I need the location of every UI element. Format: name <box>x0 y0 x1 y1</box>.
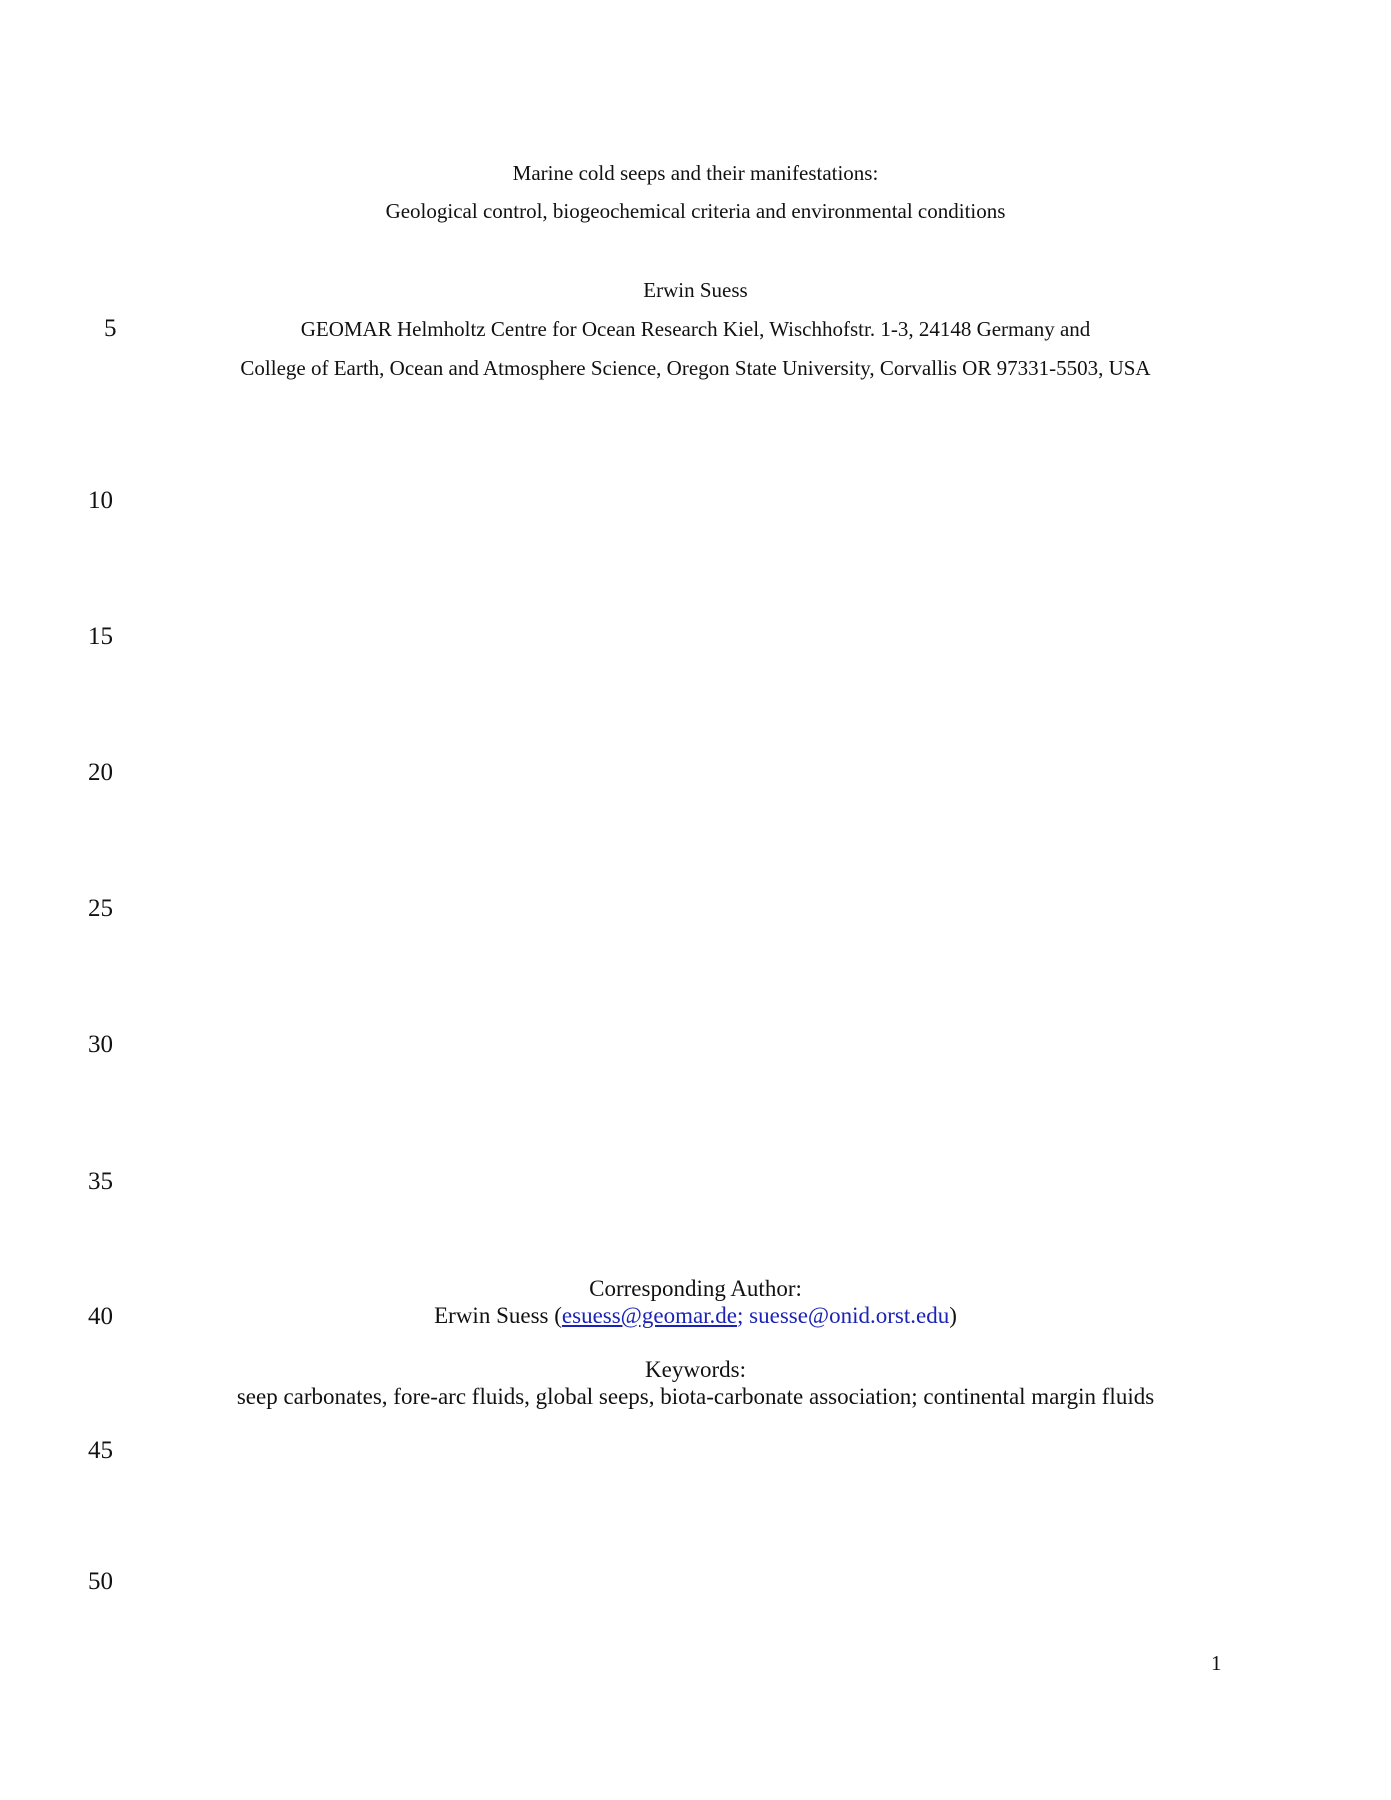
keywords-heading: Keywords: <box>645 1357 746 1382</box>
corresponding-author-line <box>0 1303 1391 1329</box>
line-number-20: 20 <box>88 759 113 786</box>
email-link-geomar[interactable]: esuess@geomar.de <box>561 1303 738 1328</box>
line-number-15: 15 <box>88 623 113 650</box>
line-number-5: 5 <box>104 315 117 342</box>
paper-title-line-2: Geological control, biogeochemical criteria and environmental conditions <box>385 199 1006 223</box>
line-number-45: 45 <box>88 1437 113 1464</box>
corresponding-author-heading: Corresponding Author: <box>589 1276 802 1301</box>
email-separator: ; <box>737 1303 744 1328</box>
author-affiliation-1: GEOMAR Helmholtz Centre for Ocean Research Kiel, Wischhofstr. 1-3, 24148 Germany and <box>300 317 1091 341</box>
email-onid[interactable]: suesse@onid.orst.edu <box>749 1303 950 1328</box>
corresponding-author-name: Erwin Suess <box>434 1303 549 1328</box>
line-number-50: 50 <box>88 1568 113 1595</box>
open-paren: ( <box>554 1303 562 1328</box>
line-number-40: 40 <box>88 1303 113 1330</box>
line-number-10: 10 <box>88 487 113 514</box>
page-number: 1 <box>1211 1651 1222 1675</box>
line-number-25: 25 <box>88 895 113 922</box>
line-number-35: 35 <box>88 1168 113 1195</box>
author-name: Erwin Suess <box>643 278 748 302</box>
line-number-30: 30 <box>88 1031 113 1058</box>
close-paren: ) <box>949 1303 957 1328</box>
author-affiliation-2: College of Earth, Ocean and Atmosphere Science, Oregon State University, Corvallis OR 97331-5503, USA <box>240 356 1151 380</box>
keywords-text: seep carbonates, fore-arc fluids, global seeps, biota-carbonate association; continental margin fluids <box>236 1384 1155 1409</box>
paper-title-line-1: Marine cold seeps and their manifestations: <box>512 161 879 185</box>
